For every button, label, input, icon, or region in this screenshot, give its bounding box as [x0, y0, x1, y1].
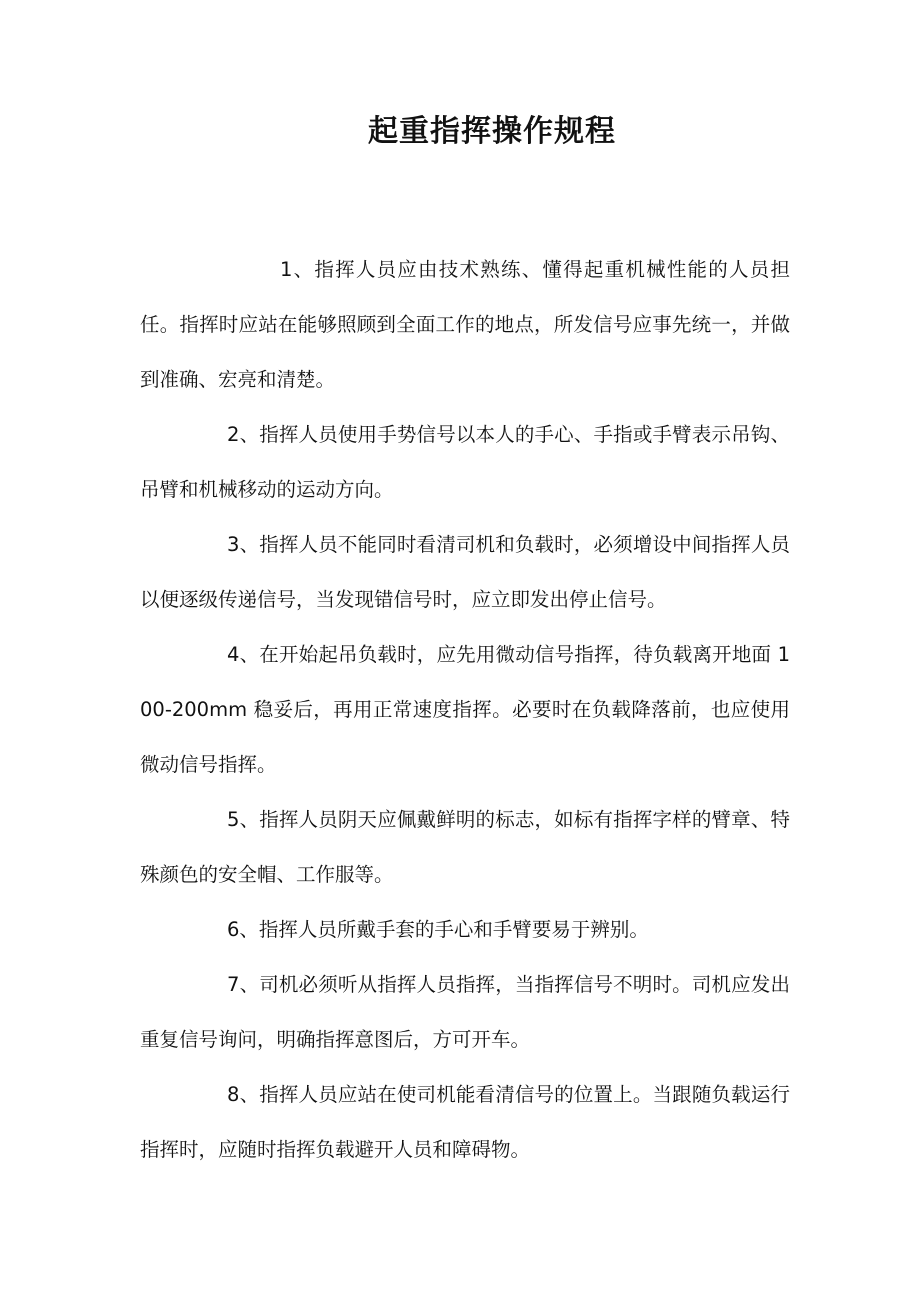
- paragraph-1: 1、指挥人员应由技术熟练、懂得起重机械性能的人员担任。指挥时应站在能够照顾到全面工作的地点，所发信号应事先统一，并做到准确、宏亮和清楚。: [140, 258, 790, 391]
- paragraph-5: 5、指挥人员阴天应佩戴鲜明的标志，如标有指挥字样的臂章、特殊颜色的安全帽、工作服等。: [140, 808, 790, 886]
- paragraph-6: 6、指挥人员所戴手套的手心和手臂要易于辨别。: [227, 918, 649, 941]
- paragraph-2: 2、指挥人员使用手势信号以本人的手心、手指或手臂表示吊钩、吊臂和机械移动的运动方向。: [140, 423, 790, 501]
- document-body: [140, 242, 790, 1177]
- paragraph-8: 8、指挥人员应站在使司机能看清信号的位置上。当跟随负载运行指挥时，应随时指挥负载避开人员和障碍物。: [140, 1083, 790, 1161]
- paragraph-7: 7、司机必须听从指挥人员指挥，当指挥信号不明时。司机应发出重复信号询问，明确指挥意图后，方可开车。: [140, 973, 790, 1051]
- document-title: 起重指挥操作规程: [368, 114, 616, 149]
- paragraph-4: 4、在开始起吊负载时，应先用微动信号指挥，待负载离开地面 100-200mm 稳妥后，再用正常速度指挥。必要时在负载降落前，也应使用微动信号指挥。: [140, 643, 790, 776]
- paragraph-3: 3、指挥人员不能同时看清司机和负载时，必须增设中间指挥人员以便逐级传递信号，当发现错信号时，应立即发出停止信号。: [140, 533, 790, 611]
